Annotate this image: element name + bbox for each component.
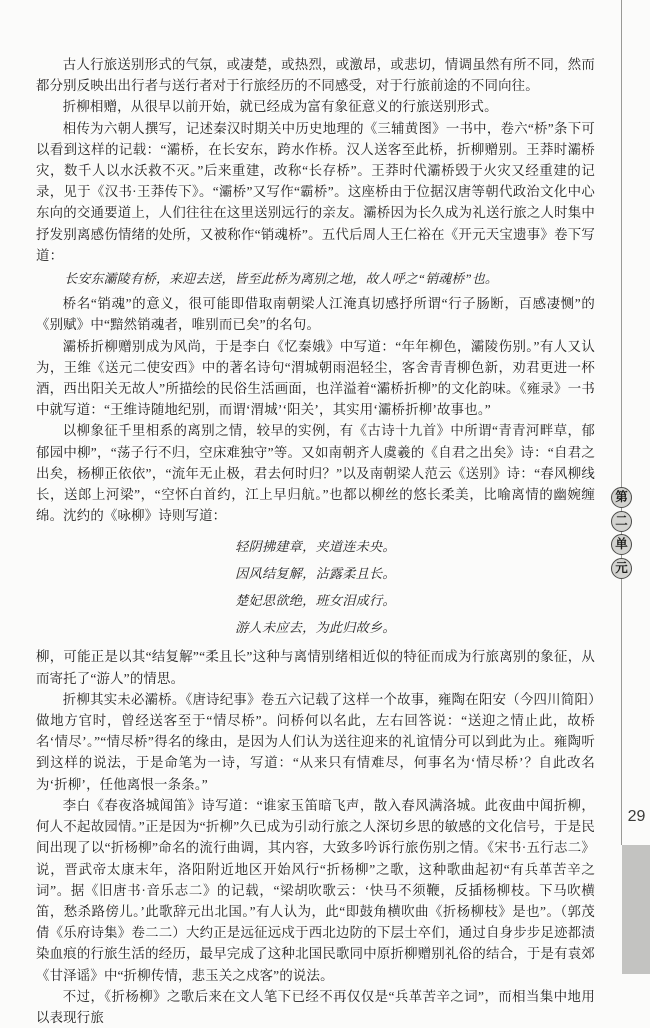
unit-badge-char: 第: [611, 487, 632, 508]
paragraph-intro: 古人行旅送别形式的气氛，或凄楚，或热烈，或激昂，或悲切，情调虽然有所不同，然而都分别反映出出行者与送行者对于行旅经历的不同感受，对于行旅前途的不同向往。: [36, 57, 595, 94]
paragraph-willow-symbolism: 以柳象征千里相系的离别之情，较早的实例，有《古诗十九首》中所谓“青青河畔草，郁郁园中柳”，“荡子行不归，空床难独守”等。又如南朝齐人虞羲的《自君之出矣》诗：“自君之出矣，杨柳正依依”，“流年无止极，君去何时归？”以及南朝梁人范云《送别》诗：“春风柳线长，送郎上河梁”，“空怀白首约，江上早归航。”也都以柳丝的悠长柔美，比喻离情的幽婉缠绵。沈约的《咏柳》诗则写道：: [36, 423, 595, 524]
paragraph-closing: 不过，《折杨柳》之歌后来在文人笔下已经不再仅仅是“兵革苦辛之词”，而相当集中地用以表现行旅: [36, 988, 595, 1025]
page-edge-tab: [622, 845, 650, 974]
page-number: 29: [627, 808, 646, 825]
poem-line: 轻阴拂建章，夹道连未央。: [235, 539, 396, 555]
poem-yongliu: [36, 533, 595, 641]
paragraph-zheyangliu-song: 李白《春夜洛城闻笛》诗写道：“谁家玉笛暗飞声，散入春风满洛城。此夜曲中闻折柳，何人不起故园情。”正是因为“折柳”久已成为引动行旅之人深切乡思的敏感的文化信号，于是民间出现了以“折杨柳”命名的流行曲调，其内容，大致多吟诉行旅伤别之情。《宋书·五行志二》说，晋武帝太康末年，洛阳附近地区开始风行“折杨柳”之歌，这种歌曲起初“有兵革苦辛之词”。据《旧唐书·音乐志二》的记载，“梁胡吹歌云：‘快马不须鞭，反插杨柳枝。下马吹横笛，愁杀路傍儿。’此歌辞元出北国。”有人认为，此“即鼓角横吹曲《折杨柳枝》是也”。（郭茂倩《乐府诗集》卷二二）大约正是远征远戍于西北边防的下层士卒们，通过自身步步足迹都渍染血痕的行旅生活的经历，最早完成了这种北国民歌同中原折柳赠别礼俗的结合，于是有袁郊《甘泽谣》中“折柳传情，悲玉关之戍客”的说法。: [36, 797, 595, 983]
paragraph-zheliu-intro: 折柳相赠，从很早以前开始，就已经成为富有象征意义的行旅送别形式。: [62, 99, 498, 115]
unit-badge-char: 二: [611, 511, 632, 532]
paragraph-qingjinqiao-story: 折柳其实未必灞桥。《唐诗纪事》卷五六记载了这样一个故事，雍陶在阳安（今四川简阳）做地方官时，曾经送客至于“情尽桥”。问桥何以名此，左右回答说：“送迎之情止此，故桥名‘情尽’。”“情尽桥”得名的缘由，是因为人们认为送往迎来的礼谊情分可以到此为止。雍陶听到这样的说法，于是命笔为一诗，写道：“从来只有情难尽，何事名为‘情尽桥’？自此改名为‘折柳’，任他离恨一条条。”: [36, 691, 595, 792]
unit-badge-char: 单: [611, 534, 632, 555]
block-quote-xiaohunqiao: 长安东灞陵有桥，来迎去送，皆至此桥为离别之地，故人呼之“销魂桥”也。: [64, 272, 499, 287]
poem-line: 楚妃思欲绝，班女泪成行。: [235, 593, 396, 609]
paragraph-baqiao-zheliu-fashion: 灞桥折柳赠别成为风尚，于是李白《忆秦娥》中写道：“年年柳色，灞陵伤别。”有人又认为，王维《送元二使安西》中的著名诗句“渭城朝雨浥轻尘，客舍青青柳色新，劝君更进一杯酒，西出阳关无故人”所描绘的民俗生活画面，也洋溢着“灞桥折柳”的文化韵味。《雍录》一书中就写道：“王维诗随地纪别，而谓‘渭城’‘阳关’，其实用‘灞桥折柳’故事也。”: [36, 338, 595, 418]
paragraph-xiaohun-meaning: 桥名“销魂”的意义，很可能即借取南朝梁人江淹真切感抒所谓“行子肠断，百感凄恻”的《别赋》中“黯然销魂者，唯别而已矣”的名句。: [36, 296, 595, 333]
poem-line: 因风结复解，沾露柔且长。: [235, 566, 396, 582]
poem-line: 游人未应去，为此归故乡。: [235, 620, 396, 636]
article-text-column: [36, 54, 595, 1028]
paragraph-baqiao-history: 相传为六朝人撰写，记述秦汉时期关中历史地理的《三辅黄图》一书中，卷六“桥”条下可以看到这样的记载：“灞桥，在长安东，跨水作桥。汉人送客至此桥，折柳赠别。王莽时灞桥灾，数千人以水沃救不灭。”后来重建，改称“长存桥”。王莽时代灞桥毁于火灾又经重建的记录，见于《汉书·王莽传下》。“灞桥”又写作“霸桥”。这座桥由于位据汉唐等朝代政治文化中心东向的交通要道上，人们往往在这里送别远行的亲友。灞桥因为长久成为礼送行旅之人时集中抒发别离感伤情绪的处所，又被称作“销魂桥”。五代后周人王仁裕在《开元天宝遗事》卷下写道：: [36, 120, 595, 263]
unit-label-badges: [611, 487, 633, 581]
sidebar-divider-line: [621, 0, 622, 845]
paragraph-poem-continuation: 柳，可能正是以其“结复解”“柔且长”这种与离情别绪相近似的特征而成为行旅离别的象征，从而寄托了“游人”的情思。: [36, 649, 595, 686]
unit-badge-char: 元: [611, 558, 632, 579]
